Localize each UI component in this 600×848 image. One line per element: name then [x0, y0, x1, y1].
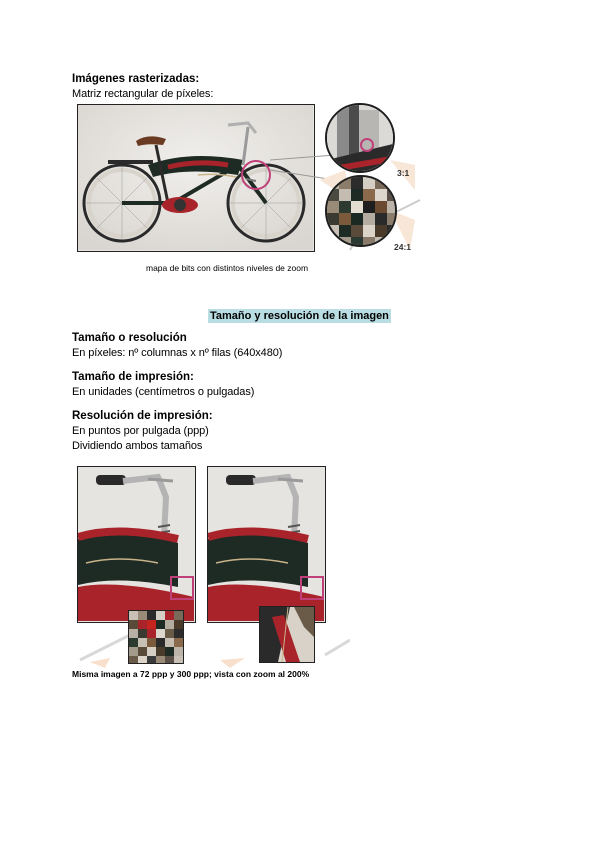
heading-size-resolution: Tamaño o resolución	[72, 332, 187, 344]
zoom-circle-3x	[325, 103, 395, 173]
caption-bitmap-zoom: mapa de bits con distintos niveles de zoom	[146, 263, 309, 273]
text-print-size: En unidades (centímetros o pulgadas)	[72, 386, 255, 398]
pixel-zoom-300ppp	[259, 606, 315, 663]
text-size-resolution: En píxeles: nº columnas x nº filas (640x480)	[72, 347, 283, 359]
zoom-label-3x: 3:1	[397, 168, 410, 178]
section-title-size-resolution	[208, 306, 391, 324]
section-subtitle-raster: Matriz rectangular de píxeles:	[72, 88, 214, 100]
text-print-resolution-2: Dividiendo ambos tamaños	[72, 440, 203, 452]
bike-detail-72ppp	[77, 466, 196, 623]
text-print-resolution-1: En puntos por pulgada (ppp)	[72, 425, 209, 437]
heading-print-size: Tamaño de impresión:	[72, 371, 194, 383]
section-heading-raster: Imágenes rasterizadas:	[72, 73, 200, 85]
zoom-label-24x: 24:1	[394, 242, 412, 252]
pixel-zoom-72ppp	[128, 610, 184, 664]
zoom-circle-24x	[325, 175, 397, 247]
bike-detail-300ppp	[207, 466, 326, 623]
section-title-text: Tamaño y resolución de la imagen	[210, 310, 389, 322]
heading-print-resolution: Resolución de impresión:	[72, 410, 213, 422]
caption-72-300ppp: Misma imagen a 72 ppp y 300 ppp; vista con zoom al 200%	[72, 669, 310, 679]
